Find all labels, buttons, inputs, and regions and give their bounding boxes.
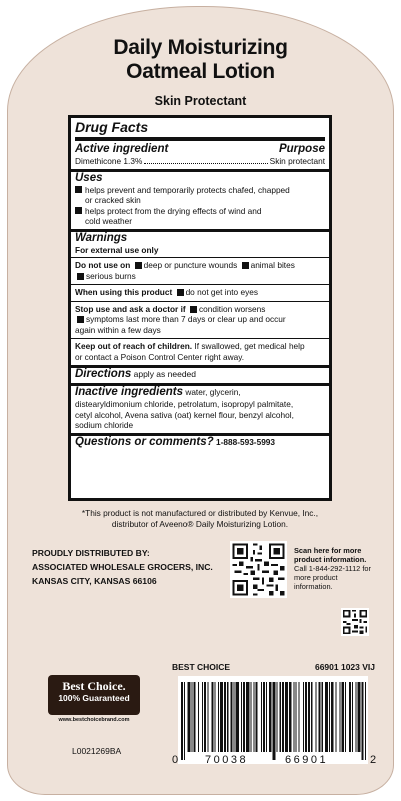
inactive-ingredients-text: cetyl alcohol, Avena sativa (oat) kernel flour, benzyl alcohol, [75, 409, 294, 420]
scan-line: Scan here for more [294, 546, 362, 555]
directions-text: apply as needed [133, 369, 197, 379]
keep-out-text: or contact a Poison Control Center right away. [75, 351, 245, 362]
barcode-digit-left: 0 [172, 754, 179, 766]
brand-website: www.bestchoicebrand.com [58, 717, 130, 723]
questions-phone: 1-888-593-5993 [215, 436, 276, 447]
stop-use-item-continuation: again within a few days [75, 324, 161, 335]
uses-item-text: helps prevent and temporarily protects chafed, chapped [85, 184, 290, 195]
uses-item [75, 206, 325, 217]
do-not-use-label: Do not use on [75, 260, 131, 270]
keep-out-label: Keep out of reach of children. [75, 341, 193, 351]
qr-code-small-icon[interactable] [341, 608, 369, 636]
directions-section [75, 368, 325, 381]
stop-use-item: symptoms last more than 7 days or clear up and occur [86, 314, 286, 324]
logo-brand: Best Choice. [62, 679, 126, 693]
stop-use-label: Stop use and ask a doctor if [75, 303, 186, 314]
scan-info [294, 546, 374, 591]
disclaimer-line: distributor of Aveeno® Daily Moisturizing Lotion. [111, 519, 289, 529]
barcode-code: 66901 1023 VIJ [314, 662, 375, 672]
disclaimer-line: *This product is not manufactured or distributed by Kenvue, Inc., [81, 508, 319, 518]
do-not-use-item: animal bites [250, 260, 295, 270]
purpose-value: Skin protectant [269, 156, 325, 166]
bullet-square-icon [177, 289, 184, 296]
bullet-square-icon [135, 262, 142, 269]
stop-use-item: condition worsens [198, 303, 266, 314]
do-not-use-warning [75, 258, 325, 282]
barcode-group-2: 66901 [285, 754, 329, 766]
logo-guarantee: 100% Guaranteed [58, 693, 130, 703]
inactive-ingredients-text: water, glycerin, [185, 387, 241, 397]
barcode-digit-right: 2 [370, 754, 377, 766]
drug-facts-title: Drug Facts [75, 118, 325, 141]
bullet-square-icon [75, 186, 82, 193]
barcode-header [172, 662, 375, 672]
when-using-warning [75, 285, 325, 299]
bullet-square-icon [242, 262, 249, 269]
active-ingredient-heading: Active ingredient [75, 143, 169, 155]
barcode-icon [178, 676, 368, 764]
uses-heading: Uses [75, 171, 103, 184]
inactive-ingredients-text: distearyldimonium chloride, petrolatum, isopropyl palmitate, [75, 399, 294, 409]
qr-code-icon[interactable] [230, 541, 287, 598]
active-ingredient-header [75, 141, 325, 156]
scan-line: more product information. [294, 573, 338, 591]
product-title-line1: Daily Moisturizing [113, 36, 288, 59]
barcode-brand: BEST CHOICE [172, 662, 231, 672]
product-title-line2: Oatmeal Lotion [126, 60, 275, 83]
barcode-group-1: 70038 [205, 754, 249, 766]
lot-code: L0021269BA [72, 746, 122, 756]
uses-item-continuation: cold weather [85, 216, 133, 226]
inactive-ingredients-text: sodium chloride [75, 420, 134, 430]
leader-dots [144, 163, 267, 164]
when-using-text: do not get into eyes [185, 287, 258, 297]
bullet-square-icon [190, 306, 197, 313]
questions-section [75, 436, 325, 449]
disclaimer [60, 508, 340, 530]
uses-item-text: helps protect from the drying effects of wind and [85, 205, 262, 216]
drug-facts-panel [68, 115, 332, 501]
do-not-use-item: serious burns [86, 270, 136, 281]
keep-out-warning [75, 339, 325, 363]
active-ingredient-row [75, 156, 325, 167]
scan-line: product information. [294, 555, 367, 564]
bullet-square-icon [77, 273, 84, 280]
bullet-square-icon [75, 207, 82, 214]
distributor-line: ASSOCIATED WHOLESALE GROCERS, INC. [32, 562, 213, 572]
distributor-line: KANSAS CITY, KANSAS 66106 [32, 576, 157, 586]
distributor-line: PROUDLY DISTRIBUTED BY: [32, 548, 150, 558]
directions-heading: Directions [75, 368, 132, 380]
inactive-ingredients-section [75, 386, 325, 431]
warnings-heading: Warnings [75, 231, 128, 244]
external-use-text: For external use only [75, 244, 159, 255]
questions-heading: Questions or comments? [75, 435, 214, 448]
do-not-use-item: deep or puncture wounds [143, 260, 238, 270]
product-subtitle: Skin Protectant [154, 94, 247, 108]
purpose-heading: Purpose [278, 143, 325, 155]
inactive-ingredients-heading: Inactive ingredients [75, 386, 184, 398]
when-using-label: When using this product [75, 287, 173, 297]
active-ingredient-value: Dimethicone 1.3% [75, 156, 143, 166]
scan-line: Call 1-844-292-1112 for [294, 564, 371, 573]
uses-item-continuation: or cracked skin [85, 195, 141, 205]
best-choice-logo [48, 675, 140, 715]
distributor-info [32, 546, 213, 588]
bullet-square-icon [77, 316, 84, 323]
keep-out-text: If swallowed, get medical help [194, 341, 305, 351]
uses-item [75, 185, 325, 196]
stop-use-warning [75, 302, 325, 337]
